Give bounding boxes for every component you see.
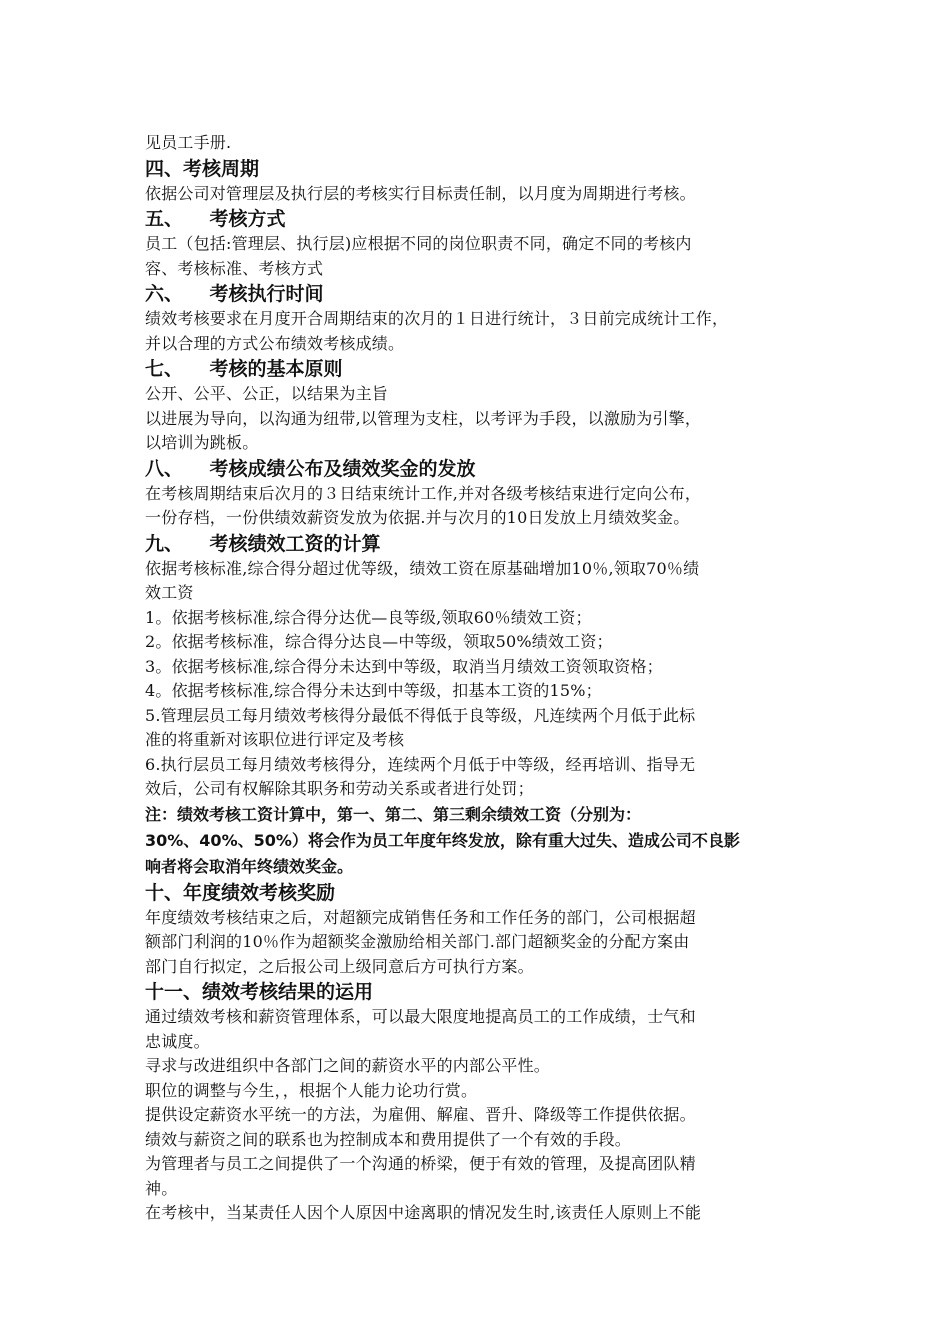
text-line: 绩效与薪资之间的联系也为控制成本和费用提供了一个有效的手段。 xyxy=(145,1129,632,1149)
text-line: 员工（包括:管理层、执行层)应根据不同的岗位职责不同，确定不同的考核内 xyxy=(145,234,692,253)
text-line: 提供设定薪资水平统一的方法，为雇佣、解雇、晋升、降级等工作提供依据。 xyxy=(145,1105,696,1124)
text-line: 6.执行层员工每月绩效考核得分，连续两个月低于中等级，经再培训、指导无 xyxy=(145,754,696,774)
text-line: 依据公司对管理层及执行层的考核实行目标责任制，以月度为周期进行考核。 xyxy=(145,183,696,203)
text-line: 容、考核标准、考核方式 xyxy=(145,258,324,278)
text-line: 通过绩效考核和薪资管理体系，可以最大限度地提高员工的工作成绩，士气和 xyxy=(145,1007,696,1026)
text-line: 依据考核标准,综合得分超过优等级，绩效工资在原基础增加10％,领取70％绩 xyxy=(145,558,700,578)
text-line: 1。依据考核标准,综合得分达优—良等级,领取60％绩效工资； xyxy=(145,607,592,627)
text-line: 5.管理层员工每月绩效考核得分最低不得低于良等级，凡连续两个月低于此标 xyxy=(145,705,696,725)
section-9-heading: 九、 考核绩效工资的计算 xyxy=(145,532,381,555)
section-6-body xyxy=(145,307,815,356)
section-6-heading: 六、 考核执行时间 xyxy=(145,283,324,305)
text-line: 神。 xyxy=(145,1178,178,1198)
note-line: 注：绩效考核工资计算中，第一、第二、第三剩余绩效工资（分别为： xyxy=(145,804,642,824)
note-line: 响者将会取消年终绩效奖金。 xyxy=(145,856,354,876)
text-line: 为管理者与员工之间提供了一个沟通的桥梁，便于有效的管理，及提高团队精 xyxy=(145,1154,696,1173)
text-line: 绩效考核要求在月度开合周期结束的次月的１日进行统计，３日前完成统计工作， xyxy=(145,309,729,328)
text-line: 准的将重新对该职位进行评定及考核 xyxy=(145,730,405,749)
text-line: 见员工手册. xyxy=(145,133,232,152)
text-line: 在考核周期结束后次月的３日结束统计工作,并对各级考核结束进行定向公布， xyxy=(145,483,702,503)
section-10-heading: 十、年度绩效考核奖励 xyxy=(145,881,336,904)
text-line: 以培训为跳板。 xyxy=(145,433,259,452)
text-line: 忠诚度。 xyxy=(145,1031,210,1051)
continuation-line xyxy=(145,131,815,156)
document-page xyxy=(145,131,815,1226)
text-line: 效后，公司有权解除其职务和劳动关系或者进行处罚； xyxy=(145,779,534,798)
section-9-note xyxy=(145,802,815,880)
section-10-body xyxy=(145,906,815,980)
text-line: 部门自行拟定，之后报公司上级同意后方可执行方案。 xyxy=(145,956,534,976)
text-line: 额部门利润的10％作为超额奖金激励给相关部门.部门超额奖金的分配方案由 xyxy=(145,932,690,951)
text-line: 年度绩效考核结束之后，对超额完成销售任务和工作任务的部门，公司根据超 xyxy=(145,907,696,927)
text-line: 一份存档，一份供绩效薪资发放为依据.并与次月的10日发放上月绩效奖金。 xyxy=(145,508,690,527)
section-5-body xyxy=(145,232,815,281)
section-11-heading: 十一、绩效考核结果的运用 xyxy=(145,981,374,1003)
text-line: 寻求与改进组织中各部门之间的薪资水平的内部公平性。 xyxy=(145,1056,551,1075)
text-line: 在考核中，当某责任人因个人原因中途离职的情况发生时,该责任人原则上不能 xyxy=(145,1203,702,1222)
section-7-body xyxy=(145,382,815,456)
text-line: 3。依据考核标准,综合得分未达到中等级，取消当月绩效工资领取资格； xyxy=(145,656,663,676)
text-line: 4。依据考核标准,综合得分未达到中等级，扣基本工资的15%； xyxy=(145,681,602,700)
section-11-body xyxy=(145,1005,815,1226)
text-line: 2。依据考核标准，综合得分达良—中等级，领取50%绩效工资； xyxy=(145,632,613,651)
section-5-heading: 五、 考核方式 xyxy=(145,208,286,230)
section-8-heading: 八、 考核成绩公布及绩效奖金的发放 xyxy=(145,457,476,480)
section-8-body xyxy=(145,482,815,531)
section-4-body xyxy=(145,182,815,207)
text-line: 职位的调整与今生，，根据个人能力论功行赏。 xyxy=(145,1080,478,1100)
text-line: 并以合理的方式公布绩效考核成绩。 xyxy=(145,333,405,353)
text-line: 公开、公平、公正，以结果为主旨 xyxy=(145,384,389,403)
text-line: 以进展为导向，以沟通为纽带,以管理为支柱，以考评为手段，以激励为引擎， xyxy=(145,408,702,428)
section-9-body xyxy=(145,557,815,802)
section-7-heading: 七、 考核的基本原则 xyxy=(145,358,343,380)
text-line: 效工资 xyxy=(145,583,194,602)
note-line: 30%、40%、50%）将会作为员工年度年终发放，除有重大过失、造成公司不良影 xyxy=(145,830,740,850)
section-4-heading: 四、考核周期 xyxy=(145,157,260,180)
